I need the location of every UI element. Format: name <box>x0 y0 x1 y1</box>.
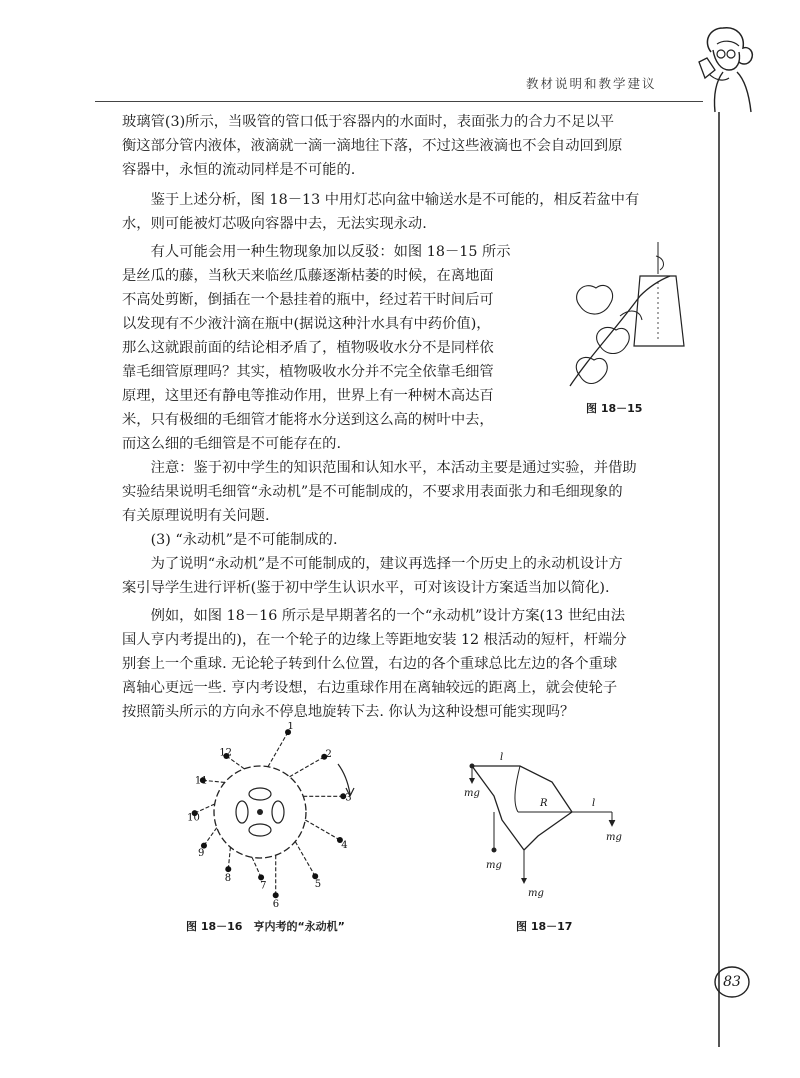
rod <box>305 820 340 840</box>
figure-18-16-caption: 图 18－16 亨内考的“永动机” <box>186 920 345 933</box>
rod-number-label: 12 <box>219 747 233 759</box>
weight-ball <box>258 874 264 880</box>
paragraph-3 <box>122 240 511 456</box>
text-line: 实验结果说明毛细管“永动机”是不可能制成的，不要求用表面张力和毛细现象的 <box>122 484 623 500</box>
figure-18-17-caption: 图 18－17 <box>516 920 573 933</box>
margin-rule <box>718 112 720 1047</box>
rod <box>295 842 315 877</box>
running-header: 教材说明和教学建议 <box>526 76 657 91</box>
paragraph-7 <box>122 604 627 724</box>
page-number-badge <box>712 964 752 1000</box>
rod-number-label: 3 <box>345 792 352 804</box>
wheel <box>214 766 306 858</box>
figure-18-17 <box>460 732 640 912</box>
figure-18-15-caption: 图 18－15 <box>586 402 643 415</box>
text-line: 衡这部分管内液体，液滴就一滴一滴地往下落，不过这些液滴也不会自动回到原 <box>122 138 623 154</box>
text-line: 案引导学生进行评析(鉴于初中学生认识水平，可对该设计方案适当加以简化). <box>122 580 610 596</box>
text-line: 米，只有极细的毛细管才能将水分送到这么高的树叶中去， <box>122 412 494 428</box>
rod <box>228 847 230 869</box>
rod <box>204 828 217 846</box>
text-line: 靠毛细管原理吗？其实，植物吸收水分并不完全依靠毛细管 <box>122 364 494 380</box>
weight-ball <box>225 866 231 872</box>
text-line: 别套上一个重球. 无论轮子转到什么位置，右边的各个重球总比左边的各个重球 <box>122 656 618 672</box>
weight-ball <box>273 892 279 898</box>
rod-number-label: 6 <box>272 899 280 911</box>
text-line: 容器中，永恒的流动同样是不可能的. <box>122 162 356 178</box>
rod-number-label: 8 <box>224 873 232 885</box>
rod-number-label: 11 <box>194 775 208 787</box>
text-line: 而这么细的毛细管是不可能存在的. <box>122 436 341 452</box>
figure-18-16 <box>170 722 380 912</box>
text-line: 是丝瓜的藤，当秋天来临丝瓜藤逐渐枯萎的时候，在离地面 <box>122 268 494 284</box>
text-line: 那么这就跟前面的结论相矛盾了，植物吸收水分不是同样依 <box>122 340 494 356</box>
rotation-arrow <box>338 764 350 794</box>
label-R: R <box>540 798 548 809</box>
text-line: 有人可能会用一种生物现象加以反驳：如图 18－15 所示 <box>122 244 511 260</box>
label-mg-left: mg <box>464 788 480 799</box>
label-mg-bottom-left: mg <box>486 860 502 871</box>
text-line: 按照箭头所示的方向永不停息地旋转下去. 你认为这种设想可能实现吗？ <box>122 704 575 720</box>
rod-number-label: 7 <box>260 880 267 892</box>
page-number: 83 <box>723 974 741 990</box>
text-line: 不高处剪断，倒插在一个悬挂着的瓶中，经过若干时间后可 <box>122 292 494 308</box>
label-l-right: l <box>592 798 596 809</box>
rods <box>187 722 351 910</box>
rod-number-label: 4 <box>341 840 348 852</box>
text-line: 原理，这里还有静电等推动作用，世界上有一种树木高达百 <box>122 388 494 404</box>
paragraph-4 <box>122 456 637 528</box>
text-line: 玻璃管(3)所示，当吸管的管口低于容器内的水面时，表面张力的合力不足以平 <box>122 114 615 130</box>
paragraph-1 <box>122 110 622 182</box>
rod-number-label: 2 <box>325 748 332 760</box>
paragraph-2 <box>122 188 639 236</box>
label-mg-right: mg <box>606 832 622 843</box>
text-line: 有关原理说明有关问题. <box>122 508 270 524</box>
text-line: 鉴于上述分析，图 18－13 中用灯芯向盆中输送水是不可能的，相反若盆中有 <box>122 192 640 208</box>
rod-number-label: 9 <box>198 848 205 860</box>
header-rule <box>95 101 703 102</box>
paragraph-6 <box>122 552 623 600</box>
rod-number-label: 5 <box>314 879 322 891</box>
text-line: (3) “永动机”是不可能制成的. <box>122 532 338 548</box>
text-line: 水，则可能被灯芯吸向容器中去，无法实现永动. <box>122 216 427 232</box>
rod <box>268 732 288 767</box>
rod <box>290 757 325 777</box>
text-line: 为了说明“永动机”是不可能制成的，建议再选择一个历史上的永动机设计方 <box>122 556 623 572</box>
reading-person-icon <box>693 22 765 114</box>
text-line: 注意：鉴于初中学生的知识范围和认知水平，本活动主要是通过实验，并借助 <box>122 460 637 476</box>
paragraph-5 <box>122 528 338 552</box>
text-line: 例如，如图 18－16 所示是早期著名的一个“永动机”设计方案(13 世纪由法 <box>122 608 626 624</box>
rod-number-label: 10 <box>187 812 200 824</box>
figure-18-15 <box>560 236 710 406</box>
rod-number-label: 1 <box>287 722 294 733</box>
label-l-top: l <box>500 752 504 763</box>
text-line: 国人亨内考提出的)，在一个轮子的边缘上等距地安装 12 根活动的短杆，杆端分 <box>122 632 627 648</box>
rod <box>252 857 261 877</box>
text-line: 离轴心更远一些. 亨内考设想，右边重球作用在离轴较远的距离上，就会使轮子 <box>122 680 618 696</box>
label-mg-bottom: mg <box>528 888 544 899</box>
text-line: 以发现有不少液汁滴在瓶中(据说这种汁水具有中药价值)， <box>122 316 491 332</box>
